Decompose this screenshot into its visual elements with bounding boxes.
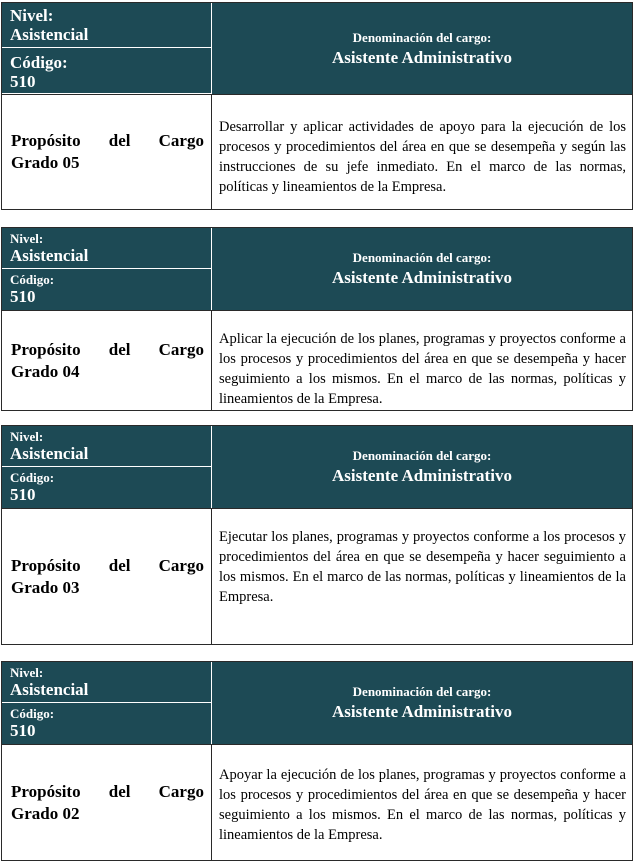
denominacion-cell [212, 3, 632, 94]
cargo-name: Asistente Administrativo [332, 268, 512, 287]
nivel-cell [2, 426, 211, 467]
cargo-name: Asistente Administrativo [332, 466, 512, 485]
codigo-label: Código: [10, 470, 55, 485]
denominacion-label: Denominación del cargo: [352, 250, 492, 265]
proposito-word: Propósito [11, 339, 81, 359]
proposito-text: Desarrollar y aplicar actividades de apoyo para la ejecución de los procesos y procedimientos del área en que se desempeña y según las instrucciones de su jefe inmediato. En el marco de las normas, políticas y lineamientos de la Empresa. [219, 119, 626, 195]
table-body [2, 94, 632, 209]
denominacion-label: Denominación del cargo: [352, 448, 492, 463]
codigo-label: Código: [10, 272, 55, 287]
grado-label: Grado 02 [11, 803, 80, 823]
grado-label: Grado 04 [11, 361, 80, 381]
denominacion-label: Denominación del cargo: [352, 29, 492, 45]
codigo-cell [2, 48, 211, 93]
proposito-word: Propósito [11, 555, 81, 575]
nivel-label: Nivel: [10, 6, 54, 25]
codigo-label: Código: [10, 53, 68, 72]
grado-label: Grado 05 [11, 153, 80, 172]
cargo-word: Cargo [158, 555, 204, 575]
denominacion-cell [212, 426, 632, 508]
cargo-word: Cargo [158, 131, 204, 150]
proposito-cell [2, 311, 212, 410]
denominacion-cell [212, 662, 632, 744]
proposito-text: Aplicar la ejecución de los planes, programas y proyectos conforme a los procesos y procedimientos del área en que se desempeña y hacer seguimiento a los mismos. En el marco de las normas, políticas y lineamientos de la Empresa. [219, 331, 626, 407]
codigo-cell [2, 269, 211, 310]
table-header [2, 228, 632, 310]
del-word: del [108, 131, 131, 150]
codigo-cell [2, 703, 211, 744]
nivel-label: Nivel: [10, 429, 44, 444]
proposito-word: Propósito [11, 781, 81, 801]
cargo-word: Cargo [158, 339, 204, 359]
nivel-value: Asistencial [10, 246, 89, 265]
codigo-value: 510 [10, 287, 36, 306]
codigo-value: 510 [10, 721, 36, 740]
grado-label: Grado 03 [11, 577, 80, 597]
del-word: del [108, 781, 131, 801]
table-header [2, 662, 632, 744]
cargo-name: Asistente Administrativo [332, 702, 512, 721]
proposito-text: Apoyar la ejecución de los planes, programas y proyectos conforme a los procesos y procedimientos del área en que se desempeña y hacer seguimiento a los mismos. En el marco de las normas, políticas y lineamientos de la Empresa. [219, 767, 626, 843]
nivel-value: Asistencial [10, 680, 89, 699]
proposito-cell [2, 509, 212, 644]
table-body [2, 310, 632, 410]
nivel-label: Nivel: [10, 665, 44, 680]
proposito-cell [2, 745, 212, 860]
nivel-value: Asistencial [10, 25, 89, 44]
table-body [2, 508, 632, 644]
table-header [2, 3, 632, 94]
denominacion-label: Denominación del cargo: [352, 684, 492, 699]
codigo-cell [2, 467, 211, 508]
cargo-table-3 [1, 425, 633, 645]
cargo-table-2 [1, 227, 633, 411]
denominacion-cell [212, 228, 632, 310]
proposito-word: Propósito [11, 131, 81, 150]
cargo-table-4 [1, 661, 633, 861]
table-body [2, 744, 632, 860]
table-header [2, 426, 632, 508]
nivel-cell [2, 662, 211, 703]
cargo-word: Cargo [158, 781, 204, 801]
codigo-value: 510 [10, 485, 36, 504]
cargo-table-1 [1, 2, 633, 210]
nivel-value: Asistencial [10, 444, 89, 463]
nivel-cell [2, 228, 211, 269]
del-word: del [108, 339, 131, 359]
codigo-label: Código: [10, 706, 55, 721]
nivel-cell [2, 3, 211, 48]
proposito-text: Ejecutar los planes, programas y proyectos conforme a los procesos y procedimientos del área en que se desempeña y hacer seguimiento a los mismos. En el marco de las normas, políticas y lineamientos de la Empresa. [219, 529, 626, 605]
proposito-cell [2, 95, 212, 209]
nivel-label: Nivel: [10, 231, 44, 246]
codigo-value: 510 [10, 72, 36, 91]
del-word: del [108, 555, 131, 575]
cargo-name: Asistente Administrativo [332, 47, 512, 67]
